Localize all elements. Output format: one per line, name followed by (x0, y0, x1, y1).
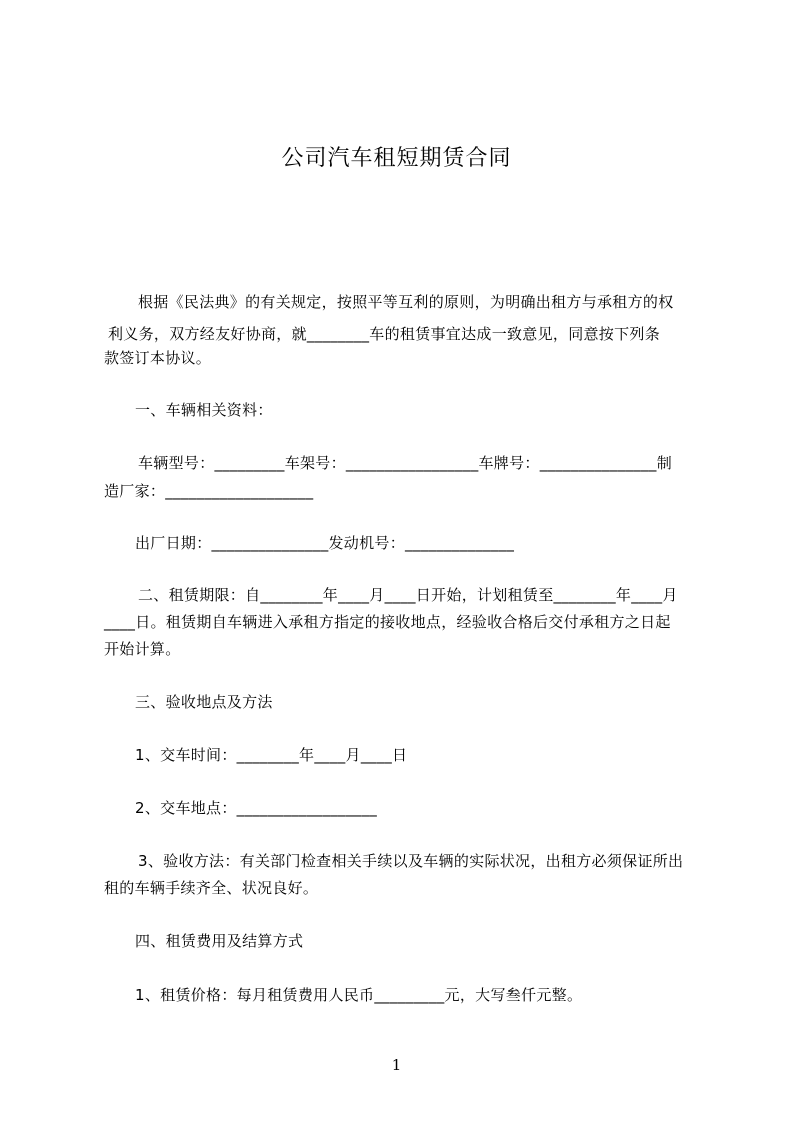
paragraph-line: 1、交车时间：________年____月____日 (135, 746, 408, 764)
paragraph-line: 出厂日期：_______________发动机号：______________ (135, 534, 515, 552)
paragraph-line: 根据《民法典》的有关规定，按照平等互利的原则，为明确出租方与承租方的权 (138, 293, 674, 311)
section-heading: 三、验收地点及方法 (135, 693, 273, 711)
paragraph-line: 2、交车地点：__________________ (135, 799, 378, 817)
paragraph-line: 造厂家：___________________ (104, 482, 314, 500)
paragraph-line: 开始计算。 (104, 640, 181, 658)
section-heading: 一、车辆相关资料： (135, 401, 273, 419)
section-heading: 四、租赁费用及结算方式 (135, 932, 304, 950)
page-title: 公司汽车租短期赁合同 (281, 146, 512, 171)
paragraph-line: 租的车辆手续齐全、状况良好。 (104, 879, 319, 897)
paragraph-line: 车辆型号：_________车架号：_________________车牌号：_______________制 (138, 454, 673, 472)
paragraph-line: 3、验收方法：有关部门检查相关手续以及车辆的实际状况，出租方必须保证所出 (138, 852, 684, 870)
page-number: 1 (391, 1056, 402, 1074)
section-heading: 二、租赁期限：自________年____月____日开始，计划租赁至________年____月 (138, 586, 678, 604)
paragraph-line: 1、租赁价格：每月租赁费用人民币_________元，大写叁仟元整。 (135, 986, 583, 1004)
paragraph-line: ____日。租赁期自车辆进入承租方指定的接收地点，经验收合格后交付承租方之日起 (104, 613, 671, 631)
paragraph-line: 利义务，双方经友好协商，就________车的租赁事宜达成一致意见，同意按下列条 (108, 325, 661, 343)
paragraph-line: 款签订本协议。 (104, 349, 212, 367)
